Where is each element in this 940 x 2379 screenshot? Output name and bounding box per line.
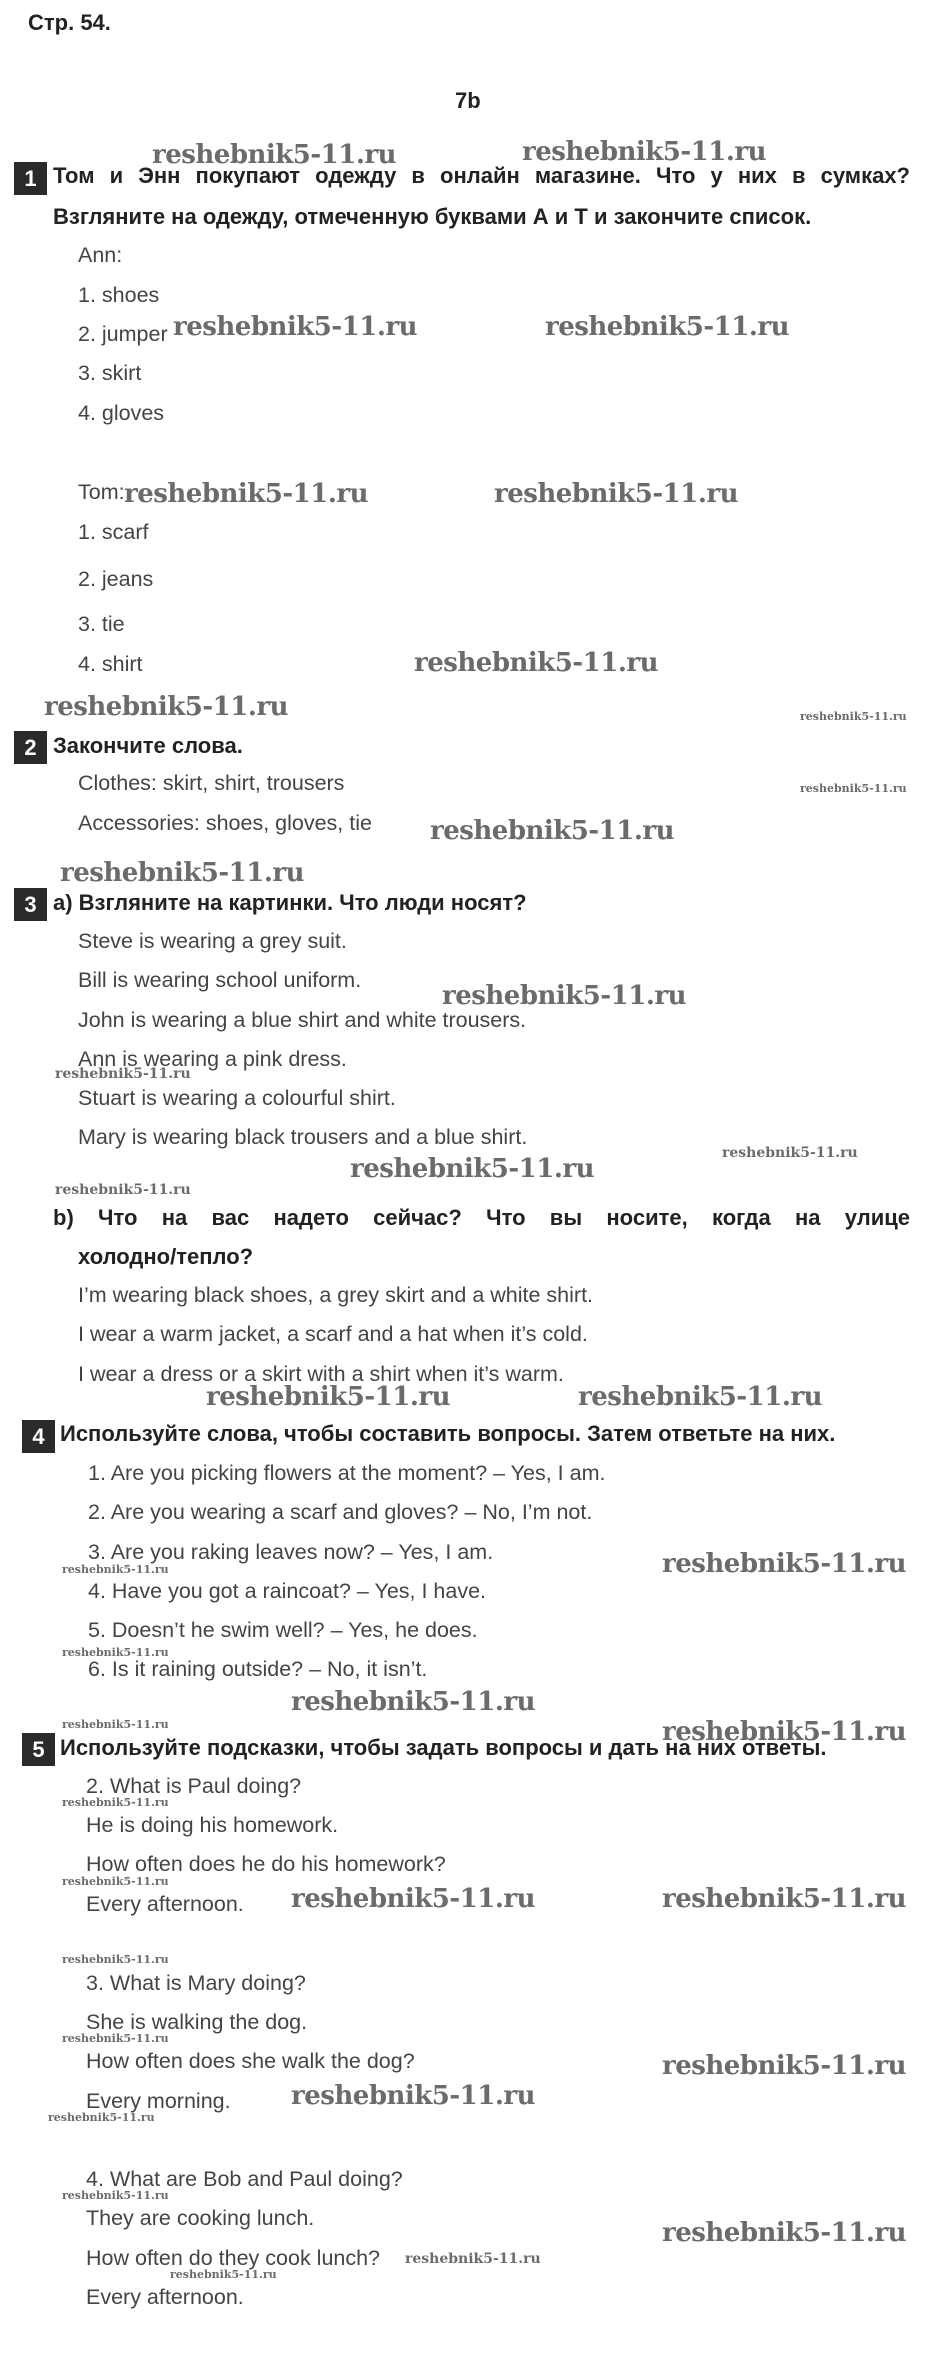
unit-title: 7b [455, 88, 481, 113]
tom-item: 3. tie [78, 612, 125, 636]
tom-item: 2. jeans [78, 567, 154, 591]
watermark: reshebnik5-11.ru [62, 1796, 169, 1809]
watermark: reshebnik5-11.ru [62, 1718, 169, 1731]
exercise-2-number: 2 [14, 731, 47, 764]
exercise-2-task: Закончите слова. [53, 733, 243, 758]
exercise-5-number: 5 [22, 1733, 55, 1766]
watermark: reshebnik5-11.ru [545, 312, 790, 342]
ann-label: Ann: [78, 243, 123, 267]
exercise-2-answer: Accessories: shoes, gloves, tie [78, 811, 372, 835]
exercise-5-task: Используйте подсказки, чтобы задать вопросы и дать на них ответы. [60, 1735, 827, 1760]
exercise-3a-task: a) Взгляните на картинки. Что люди носят? [53, 890, 527, 915]
watermark: reshebnik5-11.ru [800, 710, 907, 723]
watermark: reshebnik5-11.ru [350, 1154, 595, 1184]
exercise-4-number: 4 [22, 1420, 55, 1453]
watermark: reshebnik5-11.ru [522, 137, 767, 167]
exercise-4-answer: 5. Doesn’t he swim well? – Yes, he does. [88, 1618, 478, 1642]
ann-item: 2. jumper [78, 322, 168, 346]
exercise-4-answer: 4. Have you got a raincoat? – Yes, I have. [88, 1579, 487, 1603]
exercise-4-answer: 3. Are you raking leaves now? – Yes, I am. [88, 1540, 494, 1564]
exercise-5-line: How often does he do his homework? [86, 1852, 446, 1876]
exercise-1-task-line-2: Взгляните на одежду, отмеченную буквами А и Т и закончите список. [53, 204, 812, 229]
tom-label: Tom: [78, 480, 125, 504]
exercise-5-line: How often do they cook lunch? [86, 2246, 381, 2270]
exercise-5-line: Every afternoon. [86, 2285, 244, 2309]
watermark: reshebnik5-11.ru [206, 1382, 451, 1412]
watermark: reshebnik5-11.ru [173, 312, 418, 342]
watermark: reshebnik5-11.ru [48, 2111, 155, 2124]
watermark: reshebnik5-11.ru [662, 1549, 907, 1579]
watermark: reshebnik5-11.ru [62, 2189, 169, 2202]
exercise-3b-answer: I wear a dress or a skirt with a shirt when it’s warm. [78, 1362, 564, 1386]
exercise-5-line: Every afternoon. [86, 1892, 244, 1916]
watermark: reshebnik5-11.ru [170, 2268, 277, 2281]
ann-item: 3. skirt [78, 361, 142, 385]
watermark: reshebnik5-11.ru [578, 1382, 823, 1412]
exercise-3a-answer: Ann is wearing a pink dress. [78, 1047, 347, 1071]
watermark: reshebnik5-11.ru [62, 1563, 169, 1576]
exercise-2-answer: Clothes: skirt, shirt, trousers [78, 771, 345, 795]
watermark: reshebnik5-11.ru [414, 648, 659, 678]
exercise-3a-answer: Stuart is wearing a colourful shirt. [78, 1086, 396, 1110]
exercise-1-number: 1 [14, 162, 47, 195]
exercise-3b-task-line-1: b) Что на вас надето сейчас? Что вы носите, когда на улице [53, 1205, 910, 1230]
watermark: reshebnik5-11.ru [722, 1145, 858, 1161]
exercise-3b-task-line-2: холодно/тепло? [78, 1244, 254, 1269]
exercise-4-answer: 1. Are you picking flowers at the moment? – Yes, I am. [88, 1461, 606, 1485]
watermark: reshebnik5-11.ru [291, 1884, 536, 1914]
tom-item: 4. shirt [78, 652, 143, 676]
watermark: reshebnik5-11.ru [494, 479, 739, 509]
exercise-5-line: How often does she walk the dog? [86, 2049, 415, 2073]
watermark: reshebnik5-11.ru [800, 782, 907, 795]
ann-item: 4. gloves [78, 401, 165, 425]
watermark: reshebnik5-11.ru [430, 816, 675, 846]
exercise-5-line: Every morning. [86, 2089, 231, 2113]
watermark: reshebnik5-11.ru [124, 479, 369, 509]
exercise-5-line: They are cooking lunch. [86, 2206, 315, 2230]
exercise-3a-answer: John is wearing a blue shirt and white trousers. [78, 1008, 527, 1032]
watermark: reshebnik5-11.ru [152, 140, 397, 170]
watermark: reshebnik5-11.ru [62, 2032, 169, 2045]
exercise-3a-answer: Bill is wearing school uniform. [78, 968, 362, 992]
exercise-5-line: He is doing his homework. [86, 1813, 339, 1837]
watermark: reshebnik5-11.ru [62, 1953, 169, 1966]
watermark: reshebnik5-11.ru [60, 858, 305, 888]
ann-item: 1. shoes [78, 283, 160, 307]
watermark: reshebnik5-11.ru [291, 1687, 536, 1717]
watermark: reshebnik5-11.ru [662, 2218, 907, 2248]
exercise-3b-answer: I wear a warm jacket, a scarf and a hat when it’s cold. [78, 1322, 588, 1346]
watermark: reshebnik5-11.ru [442, 981, 687, 1011]
exercise-3a-answer: Mary is wearing black trousers and a blue shirt. [78, 1125, 528, 1149]
exercise-5-line: 2. What is Paul doing? [86, 1774, 302, 1798]
exercise-3-number: 3 [14, 888, 47, 921]
watermark: reshebnik5-11.ru [662, 1884, 907, 1914]
page-label: Стр. 54. [28, 10, 111, 35]
watermark: reshebnik5-11.ru [662, 1717, 907, 1747]
watermark: reshebnik5-11.ru [405, 2251, 541, 2267]
exercise-5-line: She is walking the dog. [86, 2010, 308, 2034]
watermark: reshebnik5-11.ru [44, 692, 289, 722]
watermark: reshebnik5-11.ru [291, 2081, 536, 2111]
watermark: reshebnik5-11.ru [662, 2051, 907, 2081]
exercise-5-line: 3. What is Mary doing? [86, 1971, 306, 1995]
tom-item: 1. scarf [78, 520, 149, 544]
exercise-4-answer: 6. Is it raining outside? – No, it isn’t. [88, 1657, 428, 1681]
exercise-3a-answer: Steve is wearing a grey suit. [78, 929, 347, 953]
exercise-1-task-line-1: Том и Энн покупают одежду в онлайн магазине. Что у них в сумках? [53, 163, 910, 188]
exercise-4-answer: 2. Are you wearing a scarf and gloves? – No, I’m not. [88, 1500, 593, 1524]
exercise-4-task: Используйте слова, чтобы составить вопросы. Затем ответьте на них. [60, 1421, 836, 1446]
watermark: reshebnik5-11.ru [62, 1646, 169, 1659]
watermark: reshebnik5-11.ru [55, 1066, 191, 1082]
watermark: reshebnik5-11.ru [55, 1182, 191, 1198]
exercise-3b-answer: I’m wearing black shoes, a grey skirt and a white shirt. [78, 1283, 594, 1307]
exercise-5-line: 4. What are Bob and Paul doing? [86, 2167, 403, 2191]
watermark: reshebnik5-11.ru [62, 1875, 169, 1888]
